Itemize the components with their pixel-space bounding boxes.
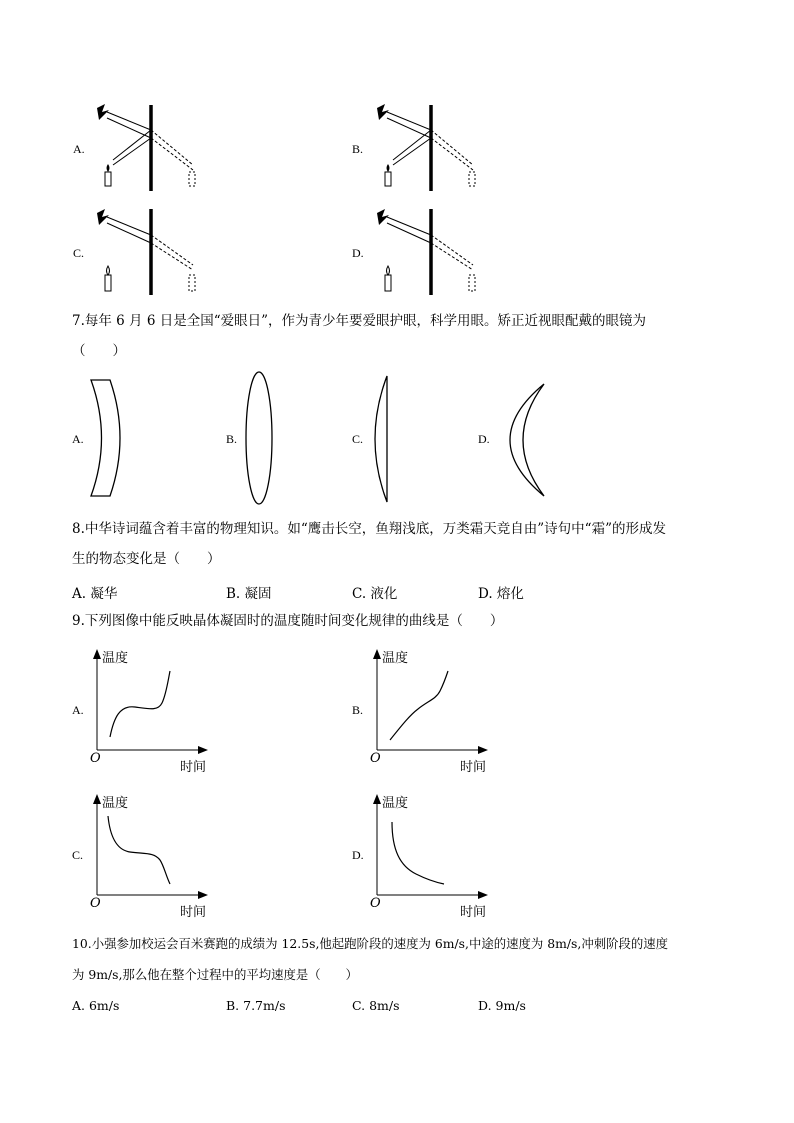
q6-option-d-label: D. <box>352 246 364 260</box>
q7-option-c-label: C. <box>352 432 364 446</box>
q9-option-d-label: D. <box>352 848 364 862</box>
q9-graph-c <box>90 790 215 920</box>
q9-graph-d-origin: O <box>370 896 381 911</box>
q7-lens-b-biconvex <box>243 370 275 506</box>
q7-lens-d-meniscus <box>490 380 550 500</box>
q9-graph-b-x-label: 时间 <box>460 760 487 775</box>
q6-option-b-label: B. <box>352 142 364 156</box>
q9-graph-d-y-label: 温度 <box>382 796 409 811</box>
q7-option-a-label: A. <box>72 432 84 446</box>
q9-graph-d-x-label: 时间 <box>460 905 487 920</box>
q9-option-a-label: A. <box>72 703 84 717</box>
q6-option-a-label: A. <box>73 142 85 156</box>
q9-option-b-label: B. <box>352 703 364 717</box>
q9-graph-c-x-label: 时间 <box>180 905 207 920</box>
q7-lens-c-planoconvex <box>369 374 393 504</box>
q8-choice-a[interactable]: A. 凝华 <box>72 586 118 602</box>
q9-graph-c-origin: O <box>90 896 101 911</box>
q9-graph-a <box>90 645 215 775</box>
q10-stem-line1: 10.小强参加校运会百米赛跑的成绩为 12.5s,他起跑阶段的速度为 6m/s,中途的速度为 8m/s,冲刺阶段的速度 <box>72 936 669 951</box>
q7-answer-paren: （ ） <box>72 343 126 359</box>
q9-graph-b-origin: O <box>370 751 381 766</box>
q6-figure-c <box>85 205 215 297</box>
q9-option-c-label: C. <box>72 848 84 862</box>
q9-graph-b <box>370 645 495 775</box>
q6-figure-a <box>85 100 215 195</box>
q10-choice-a[interactable]: A. 6m/s <box>72 998 120 1013</box>
q6-option-c-label: C. <box>73 246 85 260</box>
q6-figure-d <box>365 205 495 297</box>
q8-stem-line2: 生的物态变化是（ ） <box>72 551 221 567</box>
q10-stem-line2: 为 9m/s,那么他在整个过程中的平均速度是（ ） <box>72 967 358 982</box>
q9-graph-d <box>370 790 495 920</box>
q8-choice-b[interactable]: B. 凝固 <box>226 586 272 602</box>
q9-graph-b-y-label: 温度 <box>382 651 409 666</box>
q9-graph-a-x-label: 时间 <box>180 760 207 775</box>
q7-lens-a-concave <box>88 378 128 498</box>
q10-choice-b[interactable]: B. 7.7m/s <box>226 998 286 1013</box>
q8-choice-c[interactable]: C. 液化 <box>352 586 398 602</box>
q6-figure-b <box>365 100 495 195</box>
q7-option-d-label: D. <box>478 432 490 446</box>
q9-graph-a-origin: O <box>90 751 101 766</box>
q7-option-b-label: B. <box>226 432 238 446</box>
q7-stem: 7.每年 6 月 6 日是全国“爱眼日”，作为青少年要爱眼护眼，科学用眼。矫正近视眼配戴的眼镜为 <box>72 313 647 329</box>
q9-graph-c-y-label: 温度 <box>102 796 129 811</box>
q8-choice-d[interactable]: D. 熔化 <box>478 586 524 602</box>
q8-stem-line1: 8.中华诗词蕴含着丰富的物理知识。如“鹰击长空，鱼翔浅底，万类霜天竞自由”诗句中“霜”的形成发 <box>72 521 666 537</box>
q9-graph-a-y-label: 温度 <box>102 651 129 666</box>
q9-stem: 9.下列图像中能反映晶体凝固时的温度随时间变化规律的曲线是（ ） <box>72 613 504 629</box>
q10-choice-d[interactable]: D. 9m/s <box>478 998 526 1013</box>
q10-choice-c[interactable]: C. 8m/s <box>352 998 400 1013</box>
